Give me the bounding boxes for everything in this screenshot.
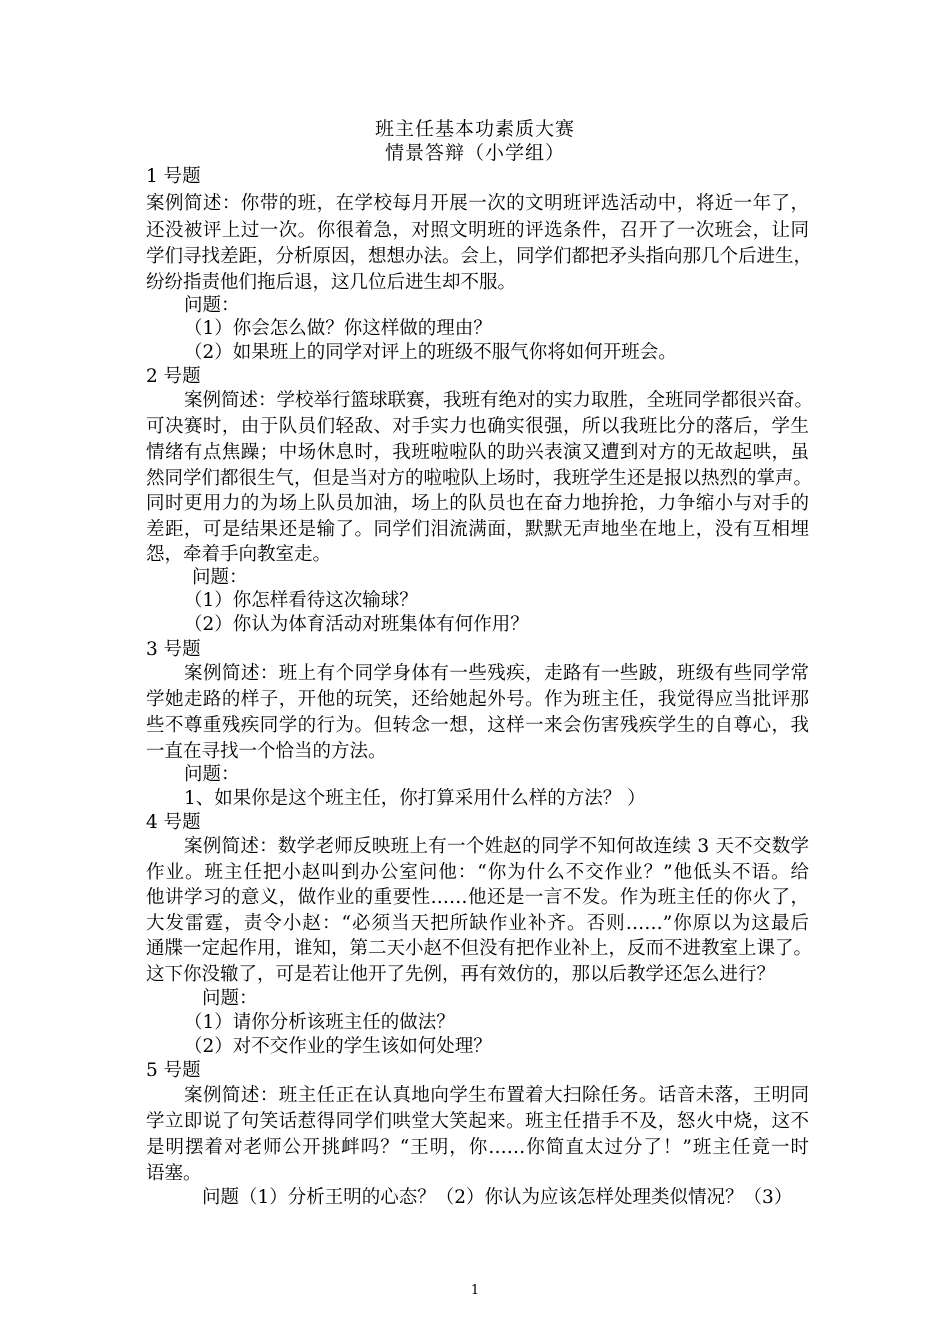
question-3-ask-label: 问题：	[184, 764, 240, 785]
question-2-case-line: 同时更用力的为场上队员加油，场上的队员也在奋力地拚抢，力争缩小与对手的	[146, 493, 809, 514]
question-4-case-line: 他讲学习的意义，做作业的重要性……他还是一言不发。作为班主任的你火了，	[146, 887, 809, 908]
question-3-heading: 3 号题	[146, 639, 201, 660]
question-2-case-line: 可决赛时，由于队员们轻敌、对手实力也确实很强，所以我班比分的落后，学生	[146, 416, 809, 437]
question-5-heading: 5 号题	[146, 1060, 201, 1081]
question-3-case-line: 一直在寻找一个恰当的方法。	[146, 741, 387, 762]
question-1-heading: 1 号题	[146, 166, 201, 187]
question-3-case-line: 案例简述：班上有个同学身体有一些残疾，走路有一些跛，班级有些同学常	[184, 663, 809, 684]
question-2-heading: 2 号题	[146, 366, 201, 387]
question-2-ask-label: 问题：	[192, 567, 248, 588]
question-2-case-line: 然同学们都很生气，但是当对方的啦啦队上场时，我班学生还是报以热烈的掌声。	[146, 468, 813, 489]
question-4-case-line: 作业。班主任把小赵叫到办公室问他：“你为什么不交作业？”他低头不语。给	[146, 862, 809, 883]
question-5-case-line: 学立即说了句笑话惹得同学们哄堂大笑起来。班主任措手不及，怒火中烧，这不	[146, 1111, 809, 1132]
question-2-item: （2）你认为体育活动对班集体有何作用？	[184, 614, 529, 635]
question-5-case-line: 语塞。	[146, 1163, 202, 1184]
question-4-item: （1）请你分析该班主任的做法？	[184, 1012, 455, 1033]
question-1-case-line: 纷纷指责他们拖后退，这几位后进生却不服。	[146, 272, 517, 293]
document-subtitle: 情景答辩（小学组）	[384, 142, 565, 164]
page-number: 1	[470, 1283, 480, 1298]
question-5-case-line: 案例简述：班主任正在认真地向学生布置着大扫除任务。话音未落，王明同	[184, 1085, 809, 1106]
question-3-item: 1、如果你是这个班主任，你打算采用什么样的方法？ ）	[184, 788, 646, 809]
question-4-case-line: 这下你没辙了，可是若让他开了先例，再有效仿的，那以后教学还怎么进行？	[146, 964, 776, 985]
question-1-item: （1）你会怎么做？你这样做的理由？	[184, 318, 492, 339]
question-2-item: （1）你怎样看待这次输球？	[184, 590, 418, 611]
question-1-case-line: 还没被评上过一次。你很着急，对照文明班的评选条件，召开了一次班会，让同	[146, 220, 809, 241]
question-1-item: （2）如果班上的同学对评上的班级不服气你将如何开班会。	[184, 342, 677, 363]
question-4-ask-label: 问题：	[202, 988, 258, 1009]
question-3-case-line: 些不尊重残疾同学的行为。但转念一想，这样一来会伤害残疾学生的自尊心，我	[146, 715, 809, 736]
question-2-case-line: 案例简述：学校举行篮球联赛，我班有绝对的实力取胜，全班同学都很兴奋。	[184, 390, 814, 411]
question-4-item: （2）对不交作业的学生该如何处理？	[184, 1036, 492, 1057]
question-5-ask-line: 问题（1）分析王明的心态？（2）你认为应该怎样处理类似情况？（3）	[202, 1187, 793, 1208]
question-3-case-line: 学她走路的样子，开他的玩笑，还给她起外号。作为班主任，我觉得应当批评那	[146, 689, 809, 710]
question-1-ask-label: 问题：	[184, 295, 240, 316]
question-2-case-line: 情绪有点焦躁；中场休息时，我班啦啦队的助兴表演又遭到对方的无故起哄，虽	[146, 442, 809, 463]
question-4-case-line: 大发雷霆，责令小赵：“必须当天把所缺作业补齐。否则……”你原以为这最后	[146, 913, 809, 934]
document-title: 班主任基本功素质大赛	[374, 118, 575, 140]
question-5-case-line: 是明摆着对老师公开挑衅吗？“王明，你……你简直太过分了！”班主任竟一时	[146, 1137, 809, 1158]
question-1-case-line: 学们寻找差距，分析原因，想想办法。会上，同学们都把矛头指向那几个后进生，	[146, 246, 813, 267]
question-2-case-line: 怨，牵着手向教室走。	[146, 544, 332, 565]
question-2-case-line: 差距，可是结果还是输了。同学们泪流满面，默默无声地坐在地上，没有互相埋	[146, 519, 809, 540]
question-1-case-line: 案例简述：你带的班，在学校每月开展一次的文明班评选活动中，将近一年了，	[146, 193, 809, 214]
question-4-case-line: 通牒一定起作用，谁知，第二天小赵不但没有把作业补上，反而不进教室上课了。	[146, 938, 813, 959]
question-4-heading: 4 号题	[146, 812, 201, 833]
question-4-case-line: 案例简述：数学老师反映班上有一个姓赵的同学不知何故连续 3 天不交数学	[184, 836, 809, 857]
